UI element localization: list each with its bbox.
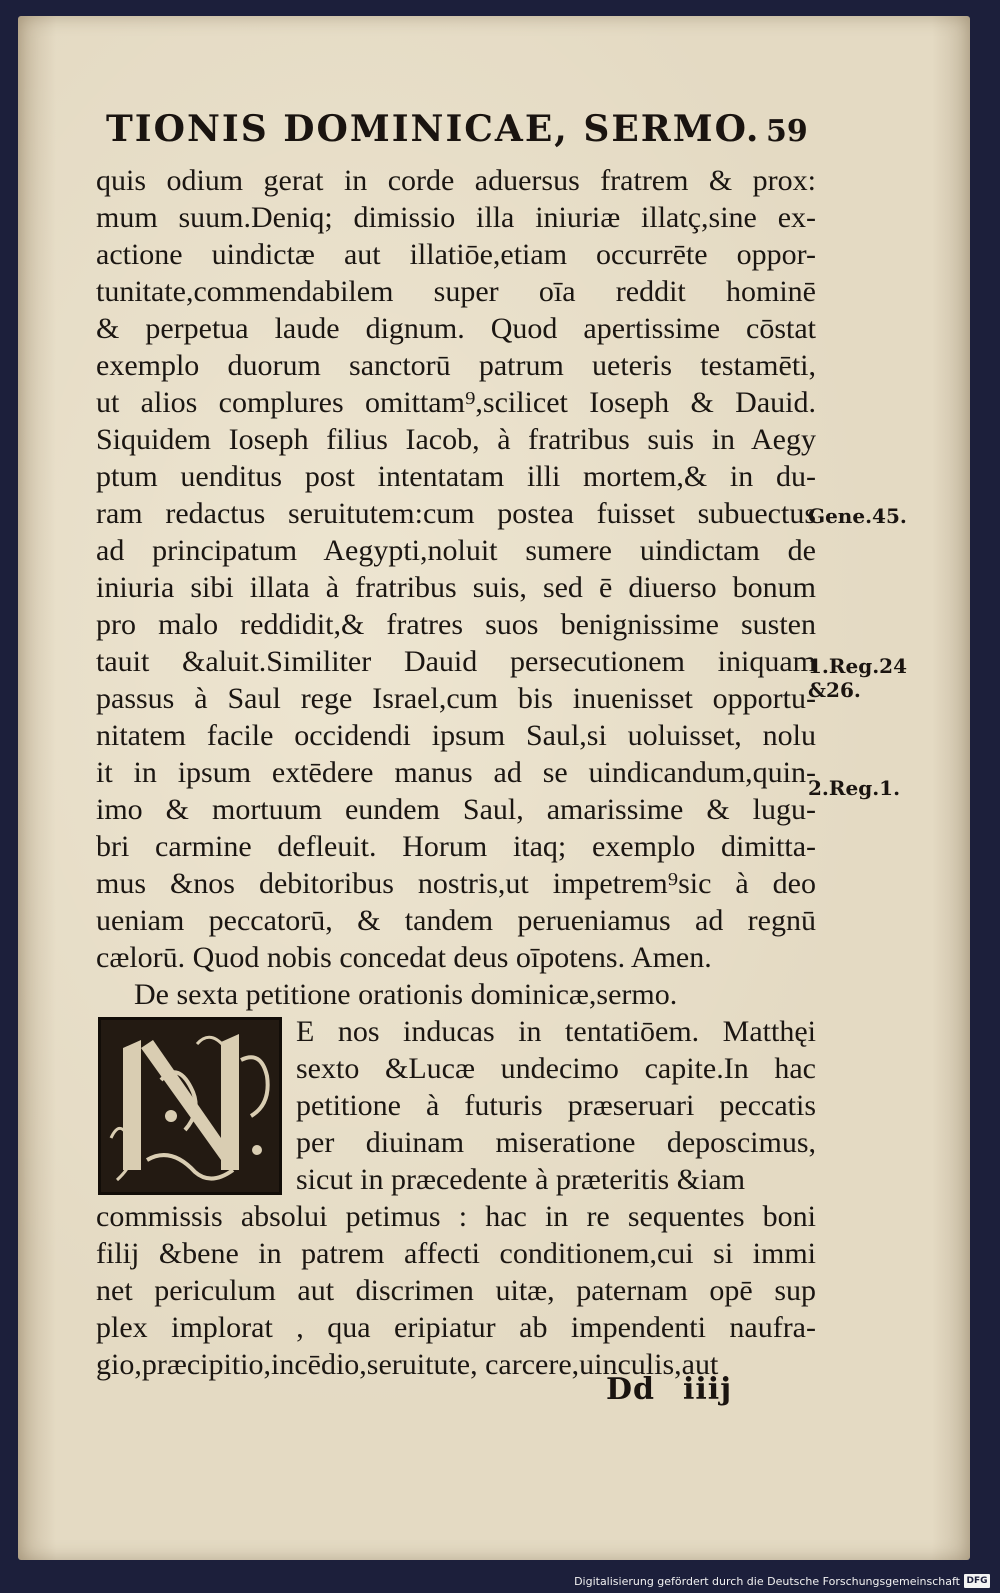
initial-text-line: E nos inducas in tentatiōem. Matthęi — [296, 1015, 816, 1048]
paragraph-1-line: passus à Saul rege Israel,cum bis inuenisset opportu- — [96, 682, 816, 715]
paragraph-2-line: filij &bene in patrem affecti conditionem,cui si immi — [96, 1237, 816, 1270]
paragraph-1-line: Siquidem Ioseph filius Iacob, à fratribus suis in Aegy — [96, 423, 816, 456]
paragraph-2-line: gio,præcipitio,incēdio,seruitute, carcere,uinculis,aut — [96, 1348, 719, 1381]
decorated-initial — [98, 1017, 282, 1195]
paragraph-1-line: exemplo duorum sanctorū patrum ueteris testamēti, — [96, 349, 816, 382]
paragraph-1-line: iniuria sibi illata à fratribus suis, sed ē diuerso bonum — [96, 571, 816, 604]
margin-note-reg-1 — [808, 654, 907, 702]
paragraph-1-line: ad principatum Aegypti,noluit sumere uindictam de — [96, 534, 816, 567]
paragraph-1-line: tunitate,commendabilem super oīa reddit hominē — [96, 275, 816, 308]
folio-number: 59 — [766, 114, 808, 149]
initial-text-line: sicut in præcedente à præteritis &iam — [296, 1163, 746, 1196]
paragraph-1-line: bri carmine defleuit. Horum itaq; exemplo dimitta- — [96, 830, 816, 863]
margin-note-reg-2: 2.Reg.1. — [808, 776, 901, 800]
paragraph-1-line: ram redactus seruitutem:cum postea fuisset subuectus — [96, 497, 816, 530]
sermon-heading: De sexta petitione orationis dominicæ,sermo. — [134, 978, 678, 1011]
margin-note-reg-1-line-2: &26. — [808, 678, 861, 702]
running-head: TIONIS DOMINICAE, SERMO. — [106, 108, 761, 150]
paragraph-1-line: ueniam peccatorū, & tandem perueniamus ad regnū — [96, 904, 816, 937]
paragraph-1-line: nitatem facile occidendi ipsum Saul,si uoluisset, nolu — [96, 719, 816, 752]
woodcut-initial-n — [101, 1020, 279, 1192]
paragraph-2-line: plex implorat , qua eripiatur ab impendenti naufra- — [96, 1311, 816, 1344]
paragraph-1-line: & perpetua laude dignum. Quod apertissime cōstat — [96, 312, 816, 345]
signature-number: iiij — [683, 1372, 733, 1407]
paragraph-1-line: ptum uenditus post intentatam illi mortem,& in du- — [96, 460, 816, 493]
paragraph-1-line: mus &nos debitoribus nostris,ut impetrem⁹sic à deo — [96, 867, 816, 900]
paragraph-1-line: it in ipsum extēdere manus ad se uindicandum,quin- — [96, 756, 816, 789]
paragraph-2-line: net periculum aut discrimen uitæ, paternam opē sup — [96, 1274, 816, 1307]
body-text — [96, 162, 816, 1383]
footer-credit-text: Digitalisierung gefördert durch die Deutsche Forschungsgemeinschaft — [574, 1574, 960, 1588]
initial-text-line: petitione à futuris præseruari peccatis — [296, 1089, 816, 1122]
paragraph-1-line: actione uindictæ aut illatiōe,etiam occurrēte oppor- — [96, 238, 816, 271]
dfg-logo: DFG — [964, 1574, 990, 1588]
margin-note-reg-1-line-1: 1.Reg.24 — [808, 654, 908, 678]
footer-credit — [574, 1572, 990, 1590]
paragraph-1-line: imo & mortuum eundem Saul, amarissime & lugu- — [96, 793, 816, 826]
paragraph-1 — [96, 162, 816, 976]
paragraph-1-line: pro malo reddidit,& fratres suos benignissime susten — [96, 608, 816, 641]
paragraph-1-line: ut alios complures omittam⁹,scilicet Ioseph & Dauid. — [96, 386, 816, 419]
initial-block — [96, 1013, 816, 1198]
paragraph-1-line: quis odium gerat in corde aduersus fratrem & prox: — [96, 164, 816, 197]
paragraph-1-line: tauit &aluit.Similiter Dauid persecutionem iniquam — [96, 645, 816, 678]
initial-text-line: sexto &Lucæ undecimo capite.In hac — [296, 1052, 816, 1085]
paragraph-2-line: commissis absolui petimus : hac in re sequentes boni — [96, 1200, 816, 1233]
paragraph-2 — [96, 1198, 816, 1383]
initial-text-line: per diuinam miseratione deposcimus, — [296, 1126, 816, 1159]
paragraph-1-line: cælorū. Quod nobis concedat deus oīpotens. Amen. — [96, 941, 712, 974]
book-page — [18, 16, 970, 1560]
paragraph-1-line: mum suum.Deniq; dimissio illa iniuriæ illatç,sine ex- — [96, 201, 816, 234]
signature-letters: Dd — [606, 1372, 655, 1407]
initial-text-lines — [296, 1013, 816, 1198]
margin-note-genesis: Gene.45. — [808, 504, 907, 528]
signature-mark — [606, 1372, 732, 1407]
